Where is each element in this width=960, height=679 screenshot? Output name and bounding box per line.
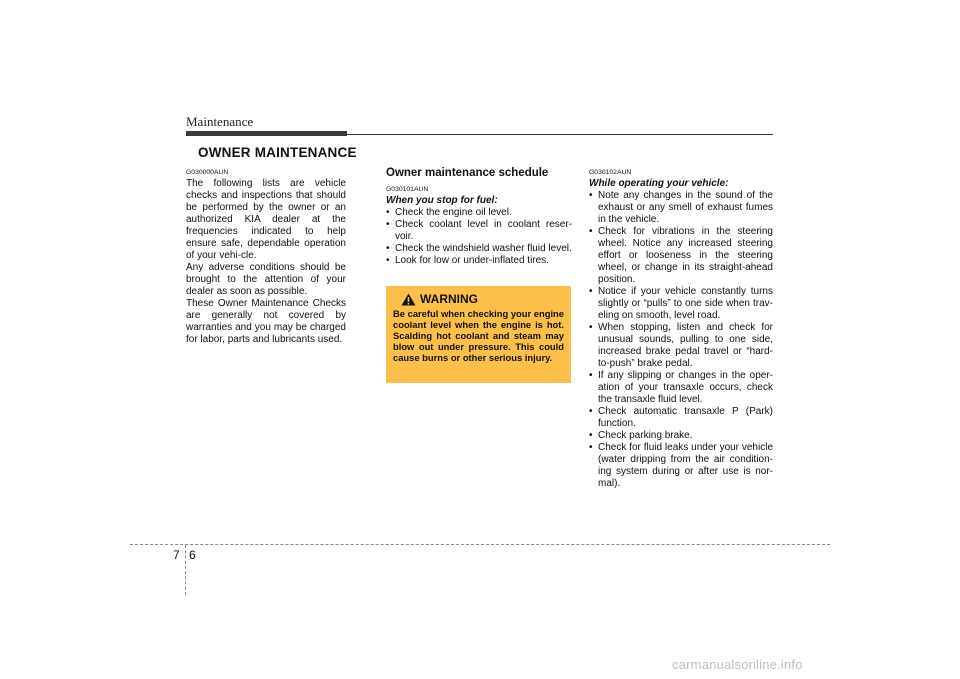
list-item: • When stopping, listen and check for unusual sounds, pulling to one side, increased brake pedal travel or “hard-to-push” brake pedal. xyxy=(589,322,773,370)
list-item: • Check the engine oil level. xyxy=(386,207,572,219)
intro-paragraph-2: Any adverse conditions should be brought to the attention of your dealer as soon as possible. xyxy=(186,262,346,297)
list-item: • Notice if your vehicle constantly turns slightly or “pulls” to one side when trav-eling on smooth, level road. xyxy=(589,286,773,322)
column-operating xyxy=(589,168,773,490)
schedule-heading: Owner maintenance schedule xyxy=(386,167,549,179)
list-item: • If any slipping or changes in the oper-ation of your transaxle occurs, check the transaxle fluid level. xyxy=(589,370,773,406)
footer-rule xyxy=(130,544,830,545)
intro-paragraph-3: These Owner Maintenance Checks are generally not covered by warranties and you may be charged for labor, parts and lubricants used. xyxy=(186,298,346,345)
warning-text: Be careful when checking your engine coolant level when the engine is hot. Scalding hot coolant and steam may blow out under pressure. This could cause burns or other serious injury. xyxy=(393,308,564,363)
list-item: • Check parking brake. xyxy=(589,430,773,442)
list-item: • Check automatic transaxle P (Park) function. xyxy=(589,406,773,430)
list-item: • Check the windshield washer fluid level. xyxy=(386,243,572,255)
operating-subheading: While operating your vehicle: xyxy=(589,178,729,189)
header-rule-thin xyxy=(347,134,773,135)
fuel-checklist xyxy=(386,207,572,267)
warning-label: WARNING xyxy=(420,292,478,306)
header-title: Maintenance xyxy=(186,114,254,129)
section-title: OWNER MAINTENANCE xyxy=(198,145,357,160)
warning-header xyxy=(401,292,564,306)
list-item: • Note any changes in the sound of the exhaust or any smell of exhaust fumes in the vehicle. xyxy=(589,190,773,226)
page-number: 6 xyxy=(189,548,196,562)
list-item: • Check for fluid leaks under your vehicle (water dripping from the air condition-ing system during or after use is nor-mal). xyxy=(589,442,773,490)
header-rule-thick xyxy=(186,131,347,136)
warning-triangle-icon xyxy=(401,293,416,306)
footer-divider xyxy=(185,545,186,595)
operating-checklist xyxy=(589,190,773,490)
list-item: • Check for vibrations in the steering wheel. Notice any increased steering effort or looseness in the steering wheel, or change in its straight-ahead position. xyxy=(589,226,773,286)
fuel-subheading: When you stop for fuel: xyxy=(386,195,498,206)
operating-code: G030102AUN xyxy=(589,169,632,176)
intro-paragraph-1: The following lists are vehicle checks and inspections that should be performed by the owner or an authorized KIA dealer at the frequencies indicated to help ensure safe, dependable operation of your vehi-cle. xyxy=(186,178,346,261)
schedule-code: G030101AUN xyxy=(386,186,429,193)
list-item: • Check coolant level in coolant reser-voir. xyxy=(386,219,572,243)
list-item: • Look for low or under-inflated tires. xyxy=(386,255,572,267)
section-code: G030000AUN xyxy=(186,169,229,176)
column-schedule xyxy=(386,167,572,267)
watermark: carmanualsonline.info xyxy=(672,657,803,672)
warning-box xyxy=(386,286,571,383)
column-intro xyxy=(186,168,346,346)
chapter-number: 7 xyxy=(173,548,180,562)
